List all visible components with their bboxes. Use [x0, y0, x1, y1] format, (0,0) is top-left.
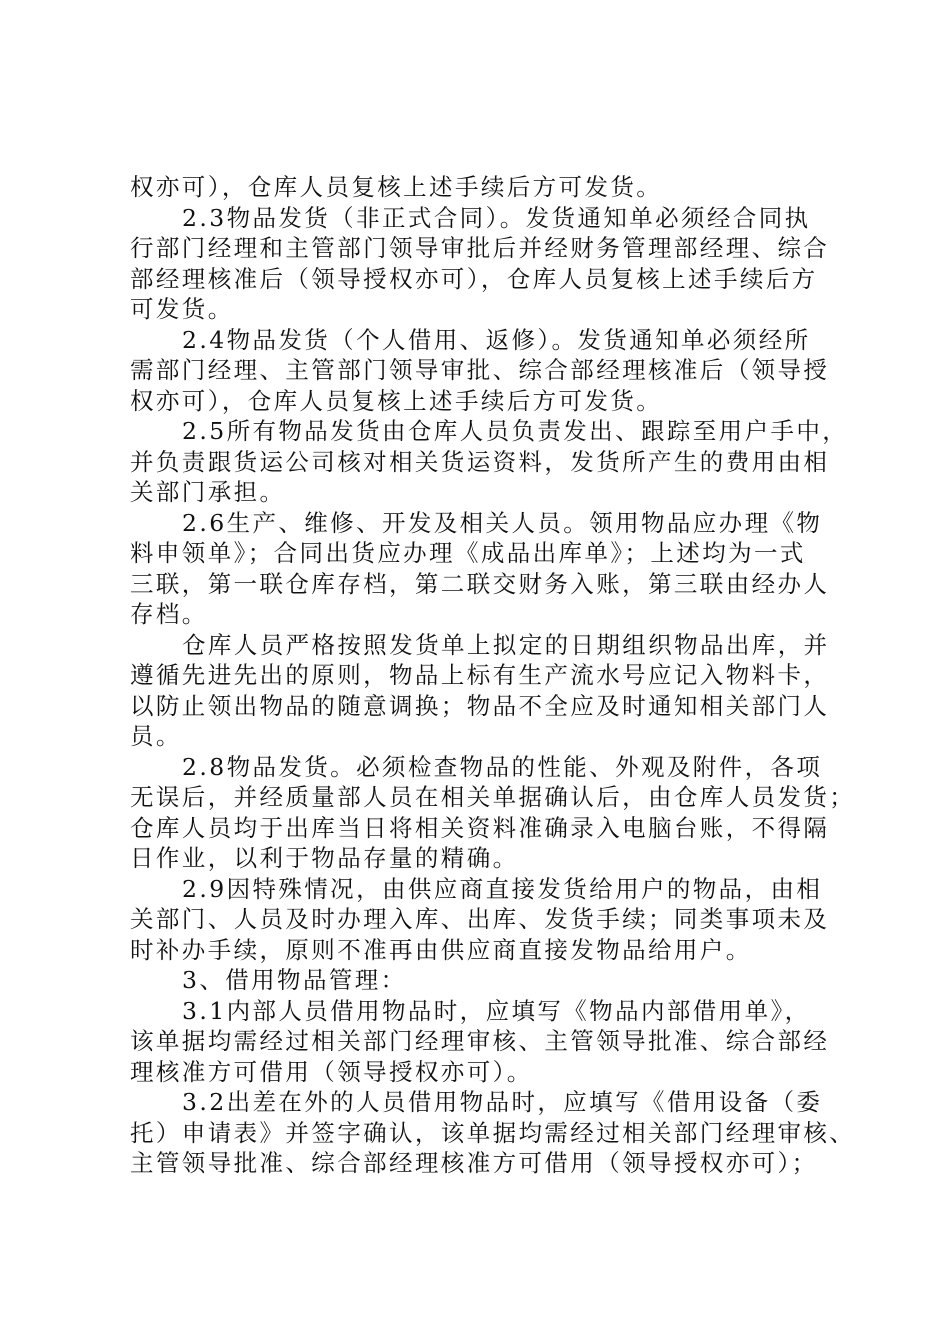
text-line: 存档。	[130, 600, 208, 628]
text-line: 三联，第一联仓库存档，第二联交财务入账，第三联由经办人	[130, 569, 830, 598]
text-line: 3.1内部人员借用物品时，应填写《物品内部借用单》，	[182, 996, 811, 1025]
paragraph-2-3	[130, 203, 835, 325]
text-line: 行部门经理和主管部门领导审批后并经财务管理部经理、综合	[130, 234, 830, 262]
text-line: 主管领导批准、综合部经理核准方可借用（领导授权亦可）；	[130, 1149, 818, 1177]
text-line: 可发货。	[130, 295, 234, 323]
text-line: 需部门经理、主管部门领导审批、综合部经理核准后（领导授	[130, 356, 830, 384]
paragraph-2-5	[130, 416, 849, 508]
text-line: 部经理核准后（领导授权亦可），仓库人员复核上述手续后方	[130, 264, 818, 293]
text-line: 2.8物品发货。必须检查物品的性能、外观及附件，各项	[182, 752, 823, 781]
paragraph	[130, 172, 835, 203]
text-line: 2.9因特殊情况，由供应商直接发货给用户的物品，由相	[182, 874, 823, 903]
text-line: 3.2出差在外的人员借用物品时，应填写《借用设备（委	[182, 1088, 823, 1116]
text-line: 权亦可），仓库人员复核上述手续后方可发货。	[130, 173, 663, 201]
text-line: 无误后，并经质量部人员在相关单据确认后，由仓库人员发货；	[130, 783, 856, 811]
document-page	[130, 172, 856, 1179]
paragraph-3-2	[130, 1087, 856, 1179]
text-line: 时补办手续，原则不准再由供应商直接发物品给用户。	[130, 935, 752, 964]
text-line: 关部门承担。	[130, 478, 286, 506]
text-line: 遵循先进先出的原则，物品上标有生产流水号应记入物料卡，	[130, 661, 830, 689]
paragraph-2-9	[130, 874, 835, 966]
paragraph-2-6	[130, 508, 835, 630]
text-line: 关部门、人员及时办理入库、出库、发货手续；同类事项未及	[130, 905, 830, 933]
text-line: 2.4物品发货（个人借用、返修）。发货通知单必须经所	[182, 325, 811, 354]
text-line: 员。	[130, 722, 182, 750]
text-line: 该单据均需经过相关部门经理审核、主管领导批准、综合部经	[130, 1027, 830, 1055]
text-line: 并负责跟货运公司核对相关货运资料，发货所产生的费用由相	[130, 447, 830, 476]
text-line: 料申领单》；合同出货应办理《成品出库单》；上述均为一式	[130, 539, 806, 567]
text-line: 2.6生产、维修、开发及相关人员。领用物品应办理《物	[182, 508, 823, 537]
paragraph-2-4	[130, 325, 835, 417]
paragraph-2-8	[130, 752, 856, 874]
paragraph-warehouse	[130, 630, 835, 752]
section-heading-3	[130, 965, 835, 996]
text-line: 3、借用物品管理：	[182, 966, 407, 994]
text-line: 仓库人员均于出库当日将相关资料准确录入电脑台账，不得隔	[130, 813, 830, 842]
text-line: 托）申请表》并签字确认，该单据均需经过相关部门经理审核、	[130, 1118, 856, 1147]
text-line: 2.5所有物品发货由仓库人员负责发出、跟踪至用户手中，	[182, 417, 849, 445]
text-line: 2.3物品发货（非正式合同）。发货通知单必须经合同执	[182, 203, 811, 232]
paragraph-3-1	[130, 996, 835, 1088]
text-line: 日作业，以利于物品存量的精确。	[130, 844, 519, 872]
text-line: 仓库人员严格按照发货单上拟定的日期组织物品出库，并	[182, 630, 830, 659]
text-line: 以防止领出物品的随意调换；物品不全应及时通知相关部门人	[130, 691, 830, 720]
text-line: 权亦可），仓库人员复核上述手续后方可发货。	[130, 386, 663, 415]
text-line: 理核准方可借用（领导授权亦可）。	[130, 1057, 533, 1086]
